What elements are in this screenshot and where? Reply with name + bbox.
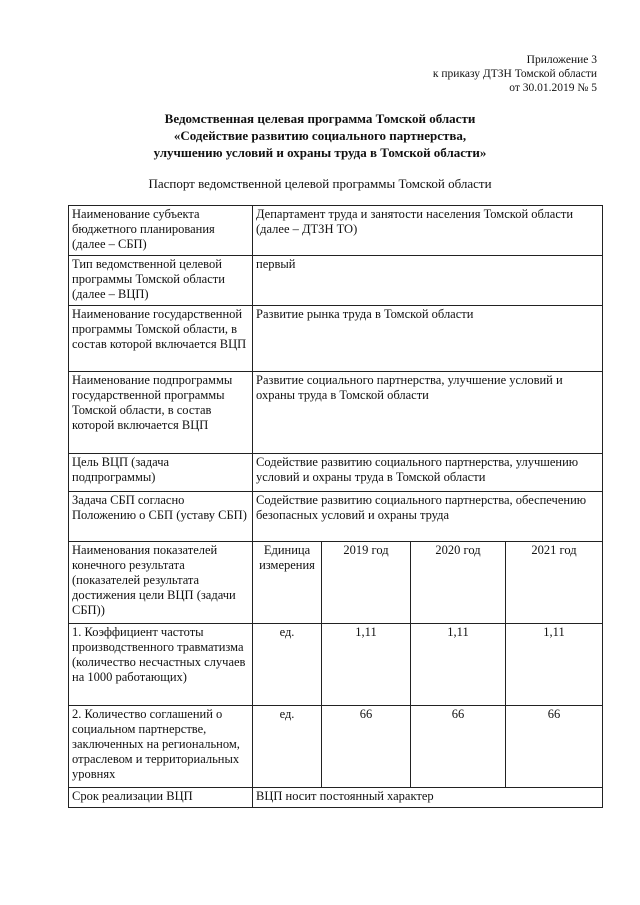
table-row xyxy=(69,206,603,256)
row-label: Задача СБП согласно Положению о СБП (уставу СБП) xyxy=(69,492,253,542)
indicator-value-2021: 66 xyxy=(506,706,603,788)
row-label: Цель ВЦП (задача подпрограммы) xyxy=(69,454,253,492)
row-value: Развитие социального партнерства, улучшение условий и охраны труда в Томской области xyxy=(253,372,603,454)
title-line-3: улучшению условий и охраны труда в Томской области» xyxy=(153,145,487,160)
title-line-1: Ведомственная целевая программа Томской области xyxy=(164,111,476,126)
row-value: Департамент труда и занятости населения Томской области (далее – ДТЗН ТО) xyxy=(253,206,603,256)
indicator-unit: ед. xyxy=(253,706,322,788)
table-row xyxy=(69,492,603,542)
unit-header: Единица измерения xyxy=(253,542,322,624)
appendix-line: Приложение 3 xyxy=(526,54,597,66)
row-value: Содействие развитию социального партнерства, улучшению условий и охраны труда в Томской области xyxy=(253,454,603,492)
table-row xyxy=(69,372,603,454)
title-line-2: «Содействие развитию социального партнерства, xyxy=(173,128,467,143)
appendix-order-line: к приказу ДТЗН Томской области xyxy=(432,68,597,80)
year-2020-header: 2020 год xyxy=(411,542,506,624)
appendix-date-line: от 30.01.2019 № 5 xyxy=(509,82,597,94)
document-title xyxy=(0,110,640,161)
table-row xyxy=(69,256,603,306)
row-label: Тип ведомственной целевой программы Томской области (далее – ВЦП) xyxy=(69,256,253,306)
row-value: Содействие развитию социального партнерства, обеспечению безопасных условий и охраны труда xyxy=(253,492,603,542)
indicator-unit: ед. xyxy=(253,624,322,706)
indicator-label: 2. Количество соглашений о социальном партнерстве, заключенных на региональном, отраслевом и территориальных уровнях xyxy=(69,706,253,788)
table-row xyxy=(69,306,603,372)
year-2021-header: 2021 год xyxy=(506,542,603,624)
indicator-value-2019: 66 xyxy=(322,706,411,788)
row-label: Наименование субъекта бюджетного планирования (далее – СБП) xyxy=(69,206,253,256)
indicators-header-label: Наименования показателей конечного результата (показателей результата достижения цели ВЦП (задачи СБП)) xyxy=(69,542,253,624)
indicator-row xyxy=(69,706,603,788)
passport-table xyxy=(68,205,603,808)
indicator-value-2021: 1,11 xyxy=(506,624,603,706)
table-row xyxy=(69,454,603,492)
row-value: ВЦП носит постоянный характер xyxy=(253,788,603,808)
indicator-value-2019: 1,11 xyxy=(322,624,411,706)
row-value: Развитие рынка труда в Томской области xyxy=(253,306,603,372)
table-row xyxy=(69,788,603,808)
row-label: Срок реализации ВЦП xyxy=(69,788,253,808)
row-label: Наименование подпрограммы государственной программы Томской области, в состав которой включается ВЦП xyxy=(69,372,253,454)
indicator-value-2020: 66 xyxy=(411,706,506,788)
indicator-label: 1. Коэффициент частоты производственного травматизма (количество несчастных случаев на 1000 работающих) xyxy=(69,624,253,706)
year-2019-header: 2019 год xyxy=(322,542,411,624)
indicators-header-row xyxy=(69,542,603,624)
indicator-value-2020: 1,11 xyxy=(411,624,506,706)
passport-subtitle: Паспорт ведомственной целевой программы Томской области xyxy=(148,176,492,191)
row-value: первый xyxy=(253,256,603,306)
indicator-row xyxy=(69,624,603,706)
appendix-note xyxy=(433,53,597,95)
row-label: Наименование государственной программы Томской области, в состав которой включается ВЦП xyxy=(69,306,253,372)
